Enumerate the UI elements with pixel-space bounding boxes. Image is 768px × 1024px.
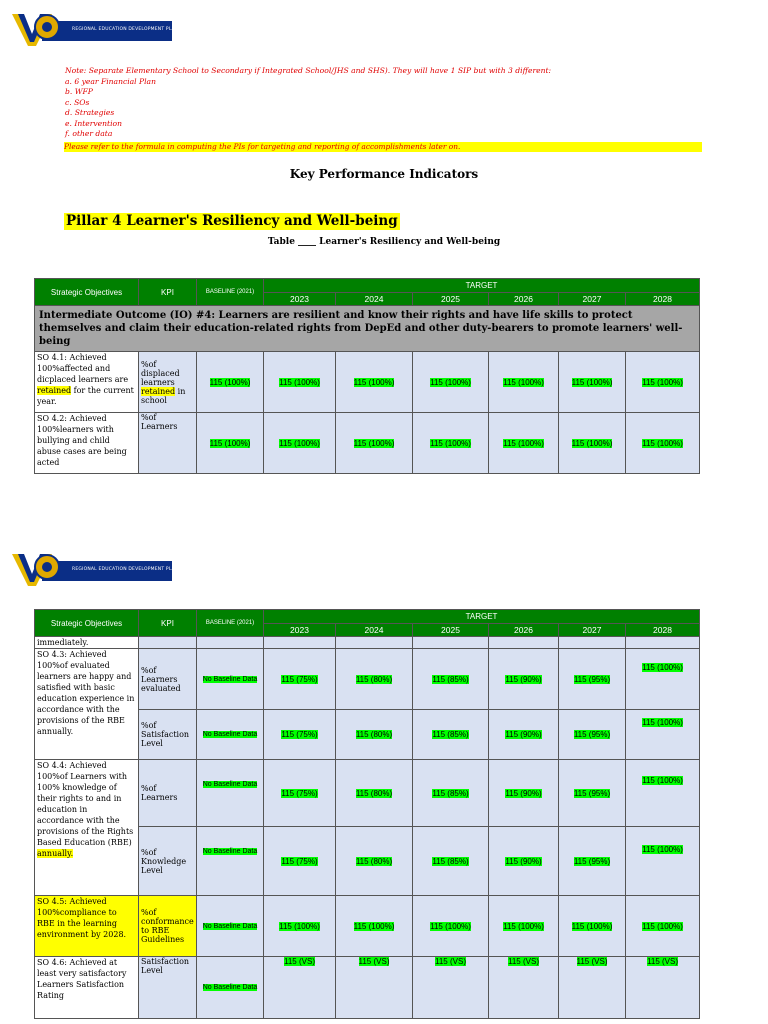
target-cell: 115 (90%) bbox=[489, 649, 559, 710]
table-row bbox=[35, 413, 700, 474]
target-cell: 115 (VS) bbox=[413, 957, 489, 1019]
target-cell: 115 (100%) bbox=[336, 896, 413, 957]
note-item: f. other data bbox=[65, 129, 113, 138]
target-cell: 115 (100%) bbox=[559, 352, 626, 413]
target-cell: 115 (100%) bbox=[626, 710, 700, 760]
target-cell: 115 (90%) bbox=[489, 760, 559, 827]
target-cell: 115 (100%) bbox=[413, 896, 489, 957]
target-cell: 115 (90%) bbox=[489, 710, 559, 760]
header-year: 2028 bbox=[626, 293, 700, 306]
note-heading: Note: Separate Elementary School to Secondary if Integrated School/JHS and SHS). They will have 1 SIP but with 3 different: bbox=[65, 66, 552, 75]
note-item: d. Strategies bbox=[65, 108, 115, 117]
header-target: TARGET bbox=[264, 610, 700, 624]
page-title: Key Performance Indicators bbox=[289, 167, 479, 181]
intermediate-outcome: Intermediate Outcome (IO) #4: Learners are resilient and know their rights and have life skills to protect themselves and claim their education-related rights from DepEd and other duty-bearers to promote learners' well-being bbox=[35, 306, 700, 352]
note-item: c. SOs bbox=[65, 97, 90, 107]
kpi-cell: %of displaced learners retained in school bbox=[139, 352, 197, 413]
table-row bbox=[35, 649, 700, 710]
header-year: 2028 bbox=[626, 624, 700, 637]
header-kpi: KPI bbox=[139, 279, 197, 306]
target-cell: 115 (100%) bbox=[626, 760, 700, 827]
target-cell: 115 (95%) bbox=[559, 710, 626, 760]
logo-band-text: REGIONAL EDUCATION DEVELOPMENT PLAN bbox=[72, 567, 179, 572]
target-cell: 115 (VS) bbox=[489, 957, 559, 1019]
kpi-cell: %of Learners bbox=[139, 413, 197, 474]
header-target: TARGET bbox=[264, 279, 700, 293]
logo-band bbox=[42, 561, 179, 581]
target-cell: 115 (100%) bbox=[264, 413, 336, 474]
header-baseline: BASELINE (2021) bbox=[197, 610, 264, 637]
target-cell: 115 (85%) bbox=[413, 760, 489, 827]
header-year: 2024 bbox=[336, 293, 413, 306]
target-cell: 115 (85%) bbox=[413, 710, 489, 760]
target-cell: 115 (95%) bbox=[559, 649, 626, 710]
target-cell: 115 (95%) bbox=[559, 760, 626, 827]
header-year: 2026 bbox=[489, 293, 559, 306]
so-4-1: SO 4.1: Achieved 100%affected and dicplaced learners are retained for the current year. bbox=[35, 352, 139, 413]
target-cell: 115 (100%) bbox=[489, 413, 559, 474]
header-year: 2023 bbox=[264, 624, 336, 637]
formula-note: Please refer to the formula in computing the PIs for targeting and reporting of accomplishments later on. bbox=[64, 142, 702, 152]
target-cell: 115 (VS) bbox=[559, 957, 626, 1019]
so-4-6: SO 4.6: Achieved at least very satisfactory Learners Satisfaction Rating bbox=[35, 957, 139, 1019]
target-cell: 115 (100%) bbox=[336, 352, 413, 413]
baseline-cell: 115 (100%) bbox=[197, 352, 264, 413]
header-year: 2025 bbox=[413, 293, 489, 306]
so-4-4: SO 4.4: Achieved 100%of Learners with 100% knowledge of their rights to and in education in accordance with the provisions of the Rights Based Education (RBE) annually. bbox=[35, 760, 139, 896]
deped-seal-icon bbox=[34, 554, 60, 580]
header-year: 2023 bbox=[264, 293, 336, 306]
target-cell: 115 (100%) bbox=[413, 413, 489, 474]
target-cell: 115 (100%) bbox=[626, 827, 700, 896]
target-cell: 115 (75%) bbox=[264, 710, 336, 760]
target-cell: 115 (90%) bbox=[489, 827, 559, 896]
target-cell: 115 (75%) bbox=[264, 760, 336, 827]
target-cell: 115 (100%) bbox=[559, 896, 626, 957]
so-4-5: SO 4.5: Achieved 100%compliance to RBE in the learning environment by 2028. bbox=[35, 896, 139, 957]
target-cell: 115 (VS) bbox=[336, 957, 413, 1019]
note-item: a. 6 year Financial Plan bbox=[65, 76, 156, 86]
pillar-title: Pillar 4 Learner's Resiliency and Well-being bbox=[66, 213, 398, 229]
target-cell: 115 (100%) bbox=[264, 896, 336, 957]
baseline-cell: No Baseline Data bbox=[197, 710, 264, 760]
redp-logo bbox=[10, 548, 179, 588]
kpi-cell: %of Knowledge Level bbox=[139, 827, 197, 896]
kpi-cell: %of Learners evaluated bbox=[139, 649, 197, 710]
note-item: b. WFP bbox=[65, 87, 93, 96]
target-cell: 115 (80%) bbox=[336, 710, 413, 760]
baseline-cell: 115 (100%) bbox=[197, 413, 264, 474]
header-year: 2026 bbox=[489, 624, 559, 637]
target-cell: 115 (80%) bbox=[336, 827, 413, 896]
target-cell: 115 (100%) bbox=[489, 352, 559, 413]
header-year: 2025 bbox=[413, 624, 489, 637]
redp-logo bbox=[10, 8, 179, 48]
so-4-3: SO 4.3: Achieved 100%of evaluated learners are happy and satisfied with basic education experience in accordance with the provisions of the RBE annually. bbox=[35, 649, 139, 760]
target-cell: 115 (75%) bbox=[264, 827, 336, 896]
target-cell: 115 (100%) bbox=[626, 649, 700, 710]
baseline-cell: No Baseline Data bbox=[197, 827, 264, 896]
so-4-2: SO 4.2: Achieved 100%learners with bullying and child abuse cases are being acted bbox=[35, 413, 139, 474]
target-cell: 115 (100%) bbox=[626, 352, 700, 413]
target-cell: 115 (100%) bbox=[489, 896, 559, 957]
table-row bbox=[35, 352, 700, 413]
header-year: 2027 bbox=[559, 624, 626, 637]
header-strategic: Strategic Objectives bbox=[35, 279, 139, 306]
header-baseline: BASELINE (2021) bbox=[197, 279, 264, 306]
baseline-cell: No Baseline Data bbox=[197, 760, 264, 827]
target-cell: 115 (85%) bbox=[413, 827, 489, 896]
logo-band bbox=[42, 21, 179, 41]
header-kpi: KPI bbox=[139, 610, 197, 637]
target-cell: 115 (100%) bbox=[264, 352, 336, 413]
kpi-table-1 bbox=[34, 278, 700, 474]
header-strategic: Strategic Objectives bbox=[35, 610, 139, 637]
target-cell: 115 (95%) bbox=[559, 827, 626, 896]
kpi-cell: Satisfaction Level bbox=[139, 957, 197, 1019]
target-cell: 115 (100%) bbox=[626, 413, 700, 474]
kpi-cell: %of Satisfaction Level bbox=[139, 710, 197, 760]
target-cell: 115 (100%) bbox=[336, 413, 413, 474]
kpi-table-2 bbox=[34, 609, 700, 1019]
table-row bbox=[35, 760, 700, 827]
target-cell: 115 (80%) bbox=[336, 649, 413, 710]
kpi-cell: %of conformance to RBE Guidelines bbox=[139, 896, 197, 957]
baseline-cell: No Baseline Data bbox=[197, 649, 264, 710]
table-caption: Table ____ Learner's Resiliency and Well-being bbox=[267, 237, 501, 247]
target-cell: 115 (VS) bbox=[626, 957, 700, 1019]
kpi-cell: %of Learners bbox=[139, 760, 197, 827]
deped-seal-icon bbox=[34, 14, 60, 40]
table-row bbox=[35, 896, 700, 957]
header-year: 2024 bbox=[336, 624, 413, 637]
target-cell: 115 (75%) bbox=[264, 649, 336, 710]
baseline-cell: No Baseline Data bbox=[197, 896, 264, 957]
target-cell: 115 (VS) bbox=[264, 957, 336, 1019]
note-item: e. Intervention bbox=[65, 118, 123, 128]
table-row bbox=[35, 957, 700, 1019]
target-cell: 115 (80%) bbox=[336, 760, 413, 827]
note-block bbox=[65, 66, 551, 140]
target-cell: 115 (100%) bbox=[559, 413, 626, 474]
so-continuation: immediately. bbox=[35, 637, 139, 649]
continuation-row bbox=[35, 637, 700, 649]
baseline-cell: No Baseline Data bbox=[197, 957, 264, 1019]
header-year: 2027 bbox=[559, 293, 626, 306]
target-cell: 115 (100%) bbox=[626, 896, 700, 957]
target-cell: 115 (100%) bbox=[413, 352, 489, 413]
target-cell: 115 (85%) bbox=[413, 649, 489, 710]
logo-band-text: REGIONAL EDUCATION DEVELOPMENT PLAN bbox=[72, 27, 179, 32]
